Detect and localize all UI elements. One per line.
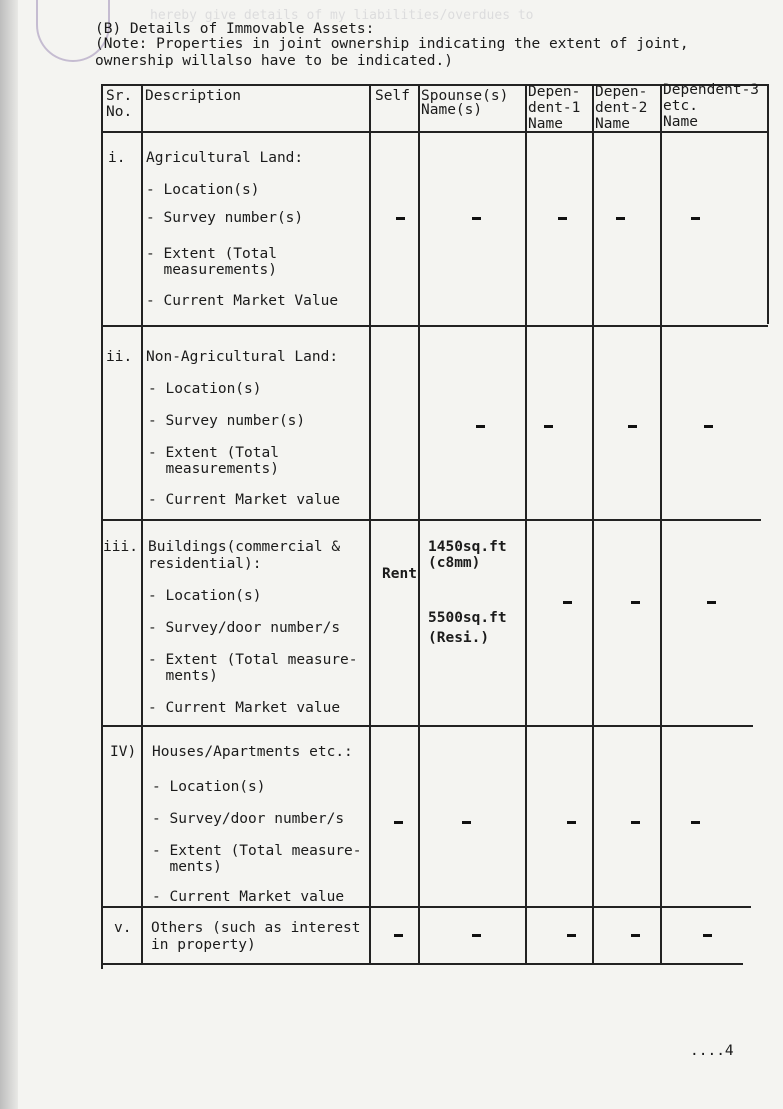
spouse-value-note: (c8mm) (428, 555, 481, 571)
page-edge-shadow (0, 0, 18, 1109)
section-title: (B) Details of Immovable Assets: (95, 21, 375, 37)
note-line-1: (Note: Properties in joint ownership indicating the extent of joint, (95, 36, 689, 52)
self-value: Rent (382, 566, 417, 582)
spouse-value-note: (Resi.) (428, 630, 490, 646)
column-header-self: Self (375, 88, 410, 104)
page-number: ....4 (690, 1043, 734, 1059)
spouse-value: 5500sq.ft (428, 610, 507, 626)
note-line-2: ownership willalso have to be indicated.) (95, 53, 453, 69)
column-header-description: Description (145, 88, 242, 104)
spouse-value: 1450sq.ft (428, 539, 507, 555)
bleed-through: hereby give details of my liabilities/overdues to (150, 8, 534, 23)
